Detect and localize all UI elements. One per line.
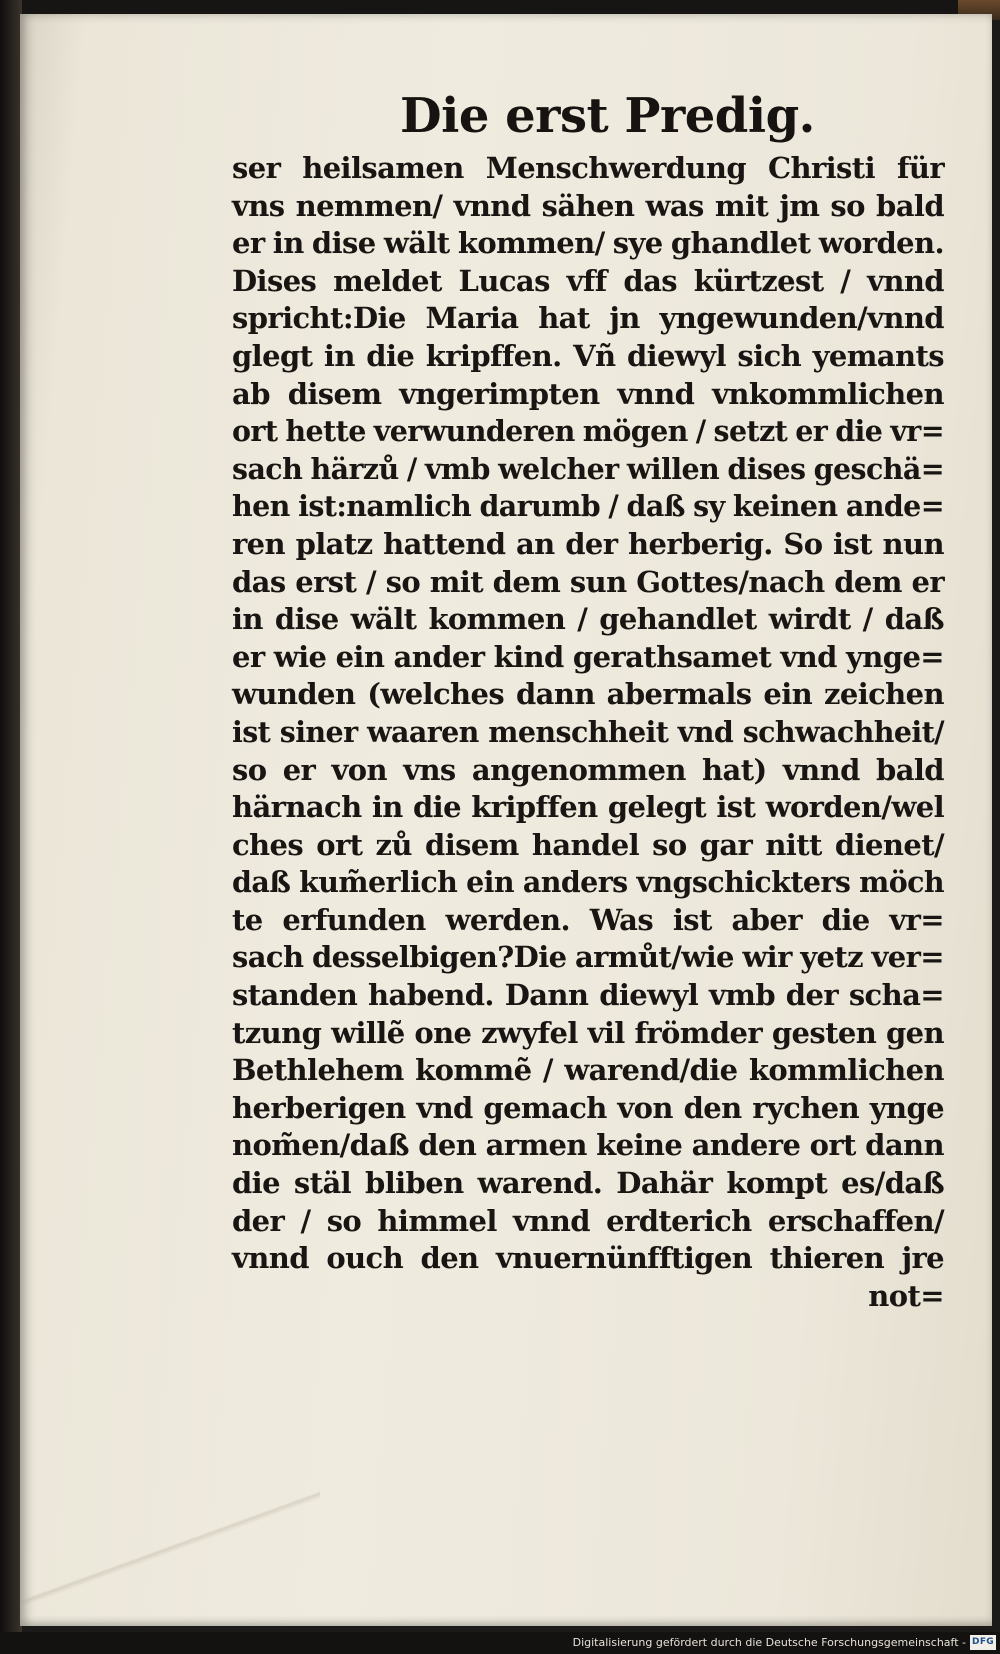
running-heading: Die erst Predig. [400,88,815,144]
text-line: sach desselbigen?Die armůt/wie wir yetz ver= [232,940,944,975]
text-line: glegt in die kripffen. Vñ diewyl sich yemants [232,338,944,373]
text-line: ser heilsamen Menschwerdung Christi für [232,151,944,185]
text-line: ches ort zů disem handel so gar nitt dienet/ [232,827,944,862]
text-line: herberigen vnd gemach von den rychen ynge [232,1090,944,1125]
text-line: ort hette verwunderen mögen / setzt er die vr= [232,414,944,449]
text-line: ab disem vngerimpten vnnd vnkommlichen [232,376,944,411]
text-line: tzung willẽ one zwyfel vil frömder gesten gen [232,1015,944,1050]
text-line: die stäl bliben warend. Dahär kompt es/daß [232,1166,944,1201]
dfg-logo-icon: DFG [970,1635,996,1650]
text-line: Bethlehem kommẽ / warend/die kommlichen [232,1053,944,1088]
text-line: in dise wält kommen / gehandlet wirdt / daß [232,602,944,637]
page-body-text [232,150,944,1315]
text-line: hen ist:namlich darumb / daß sy keinen ande= [232,489,944,524]
text-line: daß kum̃erlich ein anders vngschickters möch [232,865,944,900]
text-line: spricht:Die Maria hat jn yngewunden/vnnd [232,301,944,336]
text-line: ren platz hattend an der herberig. So ist nun [232,526,944,561]
text-line: te erfunden werden. Was ist aber die vr= [232,902,944,937]
text-line: er wie ein ander kind gerathsamet vnd ynge= [232,639,944,674]
text-line: nom̃en/daß den armen keine andere ort dann [232,1128,944,1163]
text-line: vns nemmen/ vnnd sähen was mit jm so bald [232,188,944,223]
catchword: not= [868,1278,944,1313]
text-line: härnach in die kripffen gelegt ist worden/wel [232,790,944,825]
text-line: der / so himmel vnnd erdterich erschaffen/ [232,1203,944,1238]
text-line: das erst / so mit dem sun Gottes/nach dem er [232,564,944,599]
text-line: ist siner waaren menschheit vnd schwachheit/ [232,714,944,749]
text-line: standen habend. Dann diewyl vmb der scha= [232,978,944,1013]
funding-credit: Digitalisierung gefördert durch die Deutsche Forschungsgemeinschaft - [572,1636,966,1649]
text-line: sach härzů / vmb welcher willen dises geschä= [232,451,944,486]
text-line: so er von vns angenommen hat) vnnd bald [232,752,944,787]
text-line: wunden (welches dann abermals ein zeichen [232,677,944,712]
text-line: vnnd ouch den vnuernünfftigen thieren jre [232,1241,944,1276]
text-line: Dises meldet Lucas vff das kürtzest / vnnd [232,263,944,298]
footer-bar [0,1632,1000,1654]
book-spine-edge [0,0,22,1654]
text-line: er in dise wält kommen/ sye ghandlet worden. [232,226,944,261]
